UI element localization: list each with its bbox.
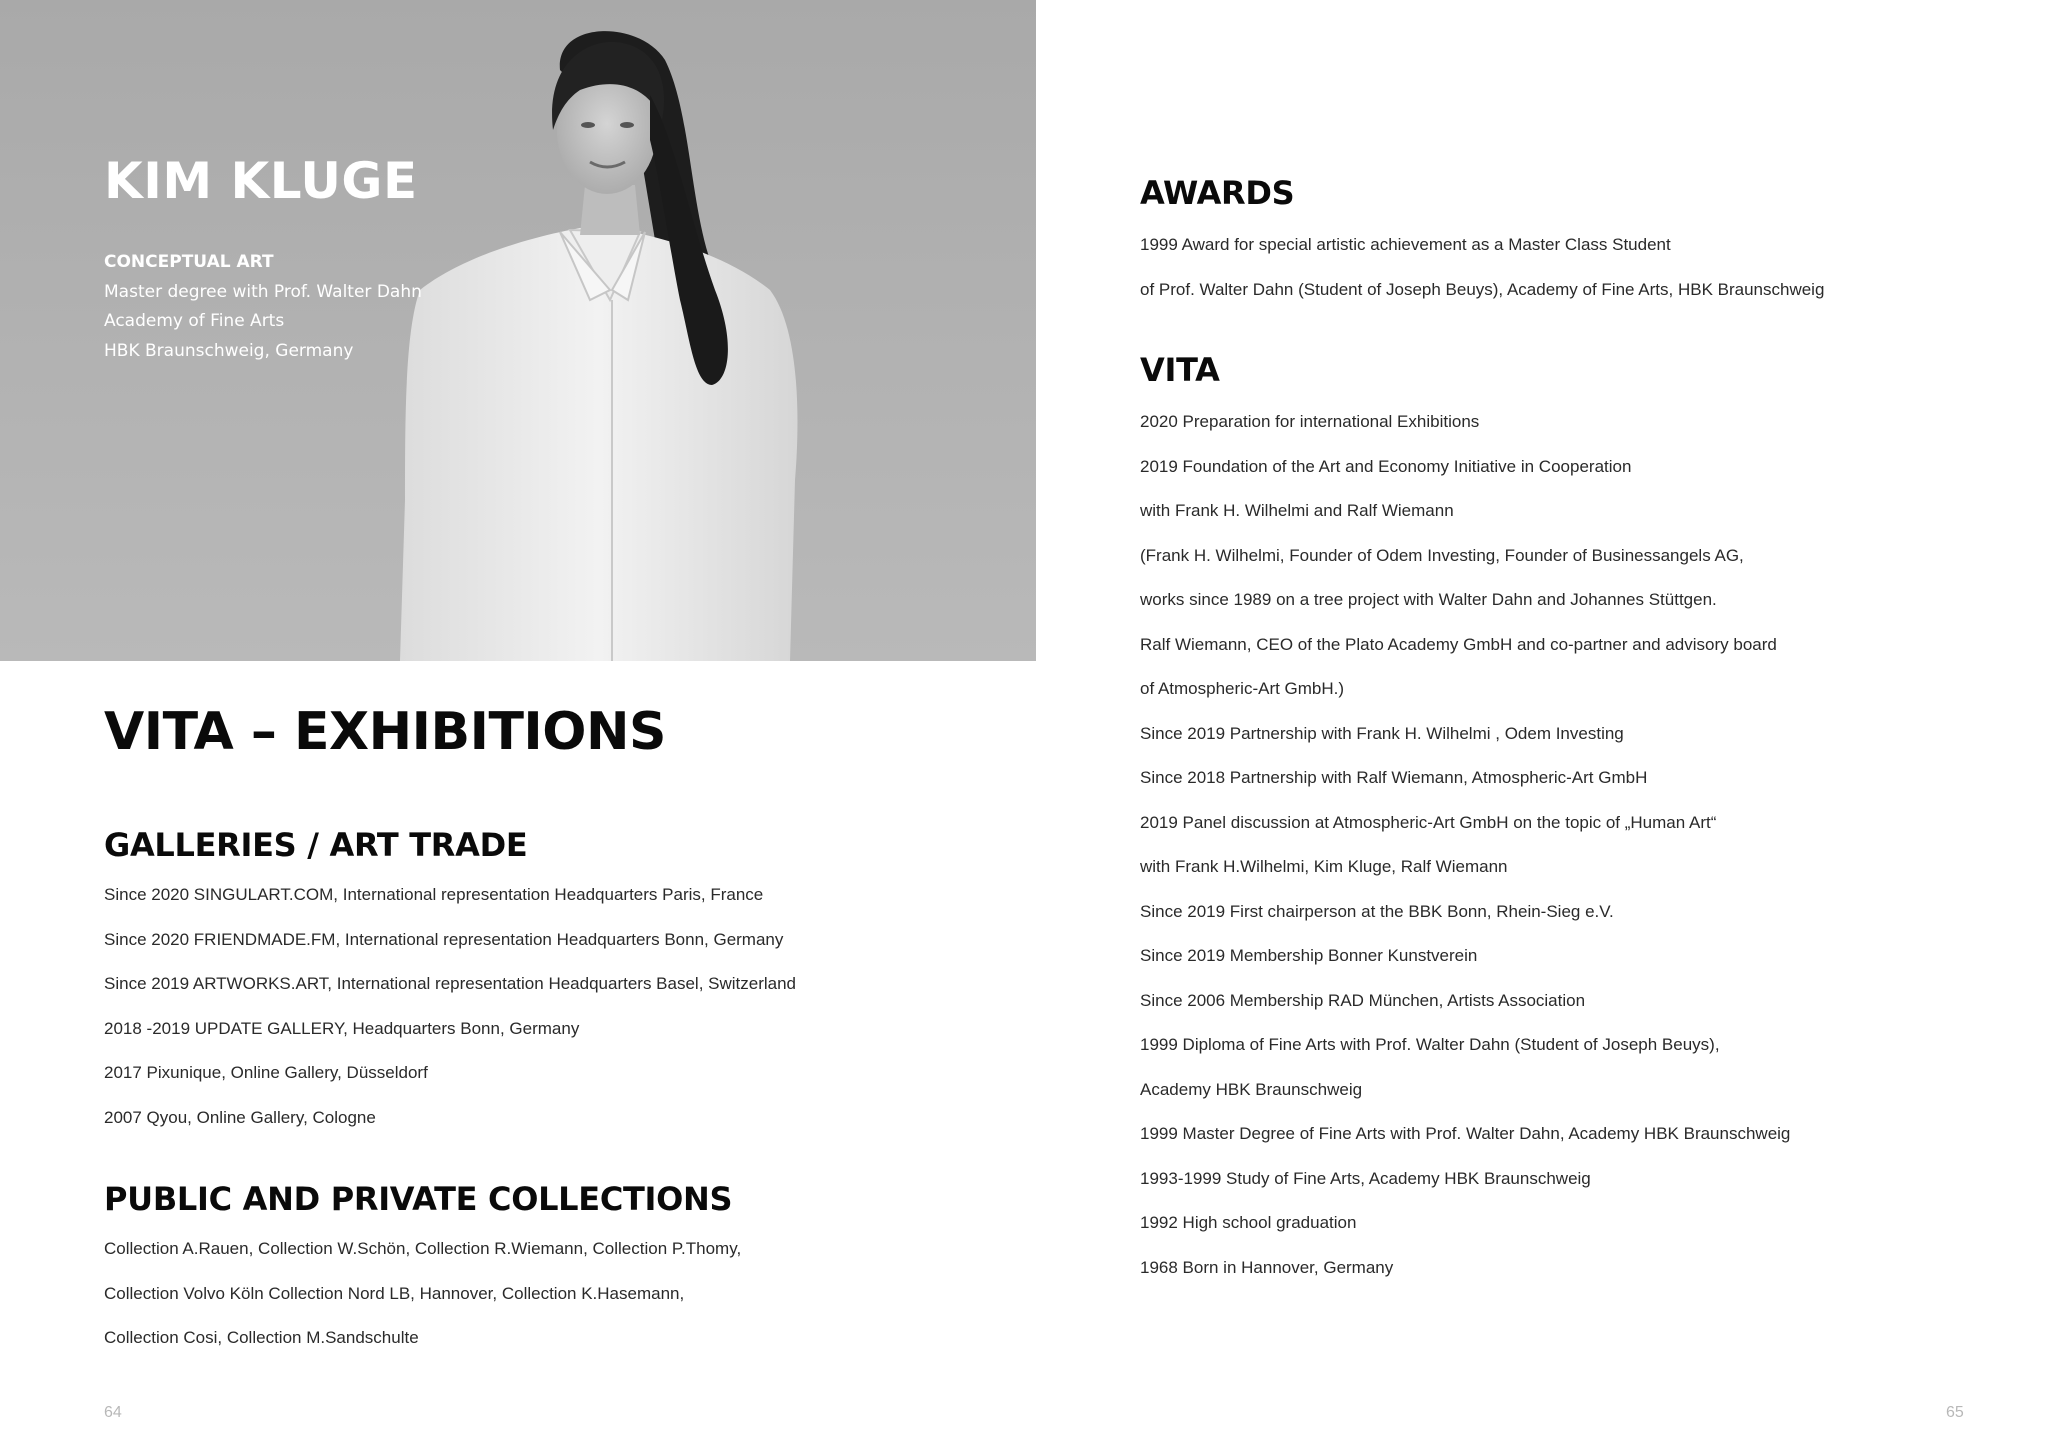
list-item: 1999 Award for special artistic achievement as a Master Class Student — [1140, 235, 1671, 254]
list-item: with Frank H. Wilhelmi and Ralf Wiemann — [1140, 501, 1454, 520]
list-item: Since 2020 SINGULART.COM, International representation Headquarters Paris, France — [104, 885, 764, 904]
list-item: 1992 High school graduation — [1140, 1213, 1357, 1232]
artist-detail-line: Academy of Fine Arts — [104, 311, 285, 331]
galleries-list — [104, 885, 796, 1152]
collections-list — [104, 1239, 741, 1373]
list-item: 1993-1999 Study of Fine Arts, Academy HBK Braunschweig — [1140, 1168, 1591, 1188]
collections-heading: PUBLIC AND PRIVATE COLLECTIONS — [104, 1180, 733, 1218]
list-item: of Prof. Walter Dahn (Student of Joseph Beuys), Academy of Fine Arts, HBK Braunschweig — [1140, 279, 1825, 299]
page-number-left: 64 — [104, 1404, 122, 1421]
list-item: 2007 Qyou, Online Gallery, Cologne — [104, 1107, 376, 1127]
list-item: of Atmospheric-Art GmbH.) — [1140, 679, 1345, 698]
list-item: 2018 -2019 UPDATE GALLERY, Headquarters Bonn, Germany — [104, 1018, 580, 1038]
list-item: 2020 Preparation for international Exhibitions — [1140, 412, 1480, 431]
list-item: Ralf Wiemann, CEO of the Plato Academy GmbH and co-partner and advisory board — [1140, 634, 1777, 654]
list-item: with Frank H.Wilhelmi, Kim Kluge, Ralf Wiemann — [1140, 857, 1508, 876]
vita-heading: VITA — [1140, 351, 1220, 389]
list-item: Collection Cosi, Collection M.Sandschulte — [104, 1328, 419, 1347]
page-title: VITA – EXHIBITIONS — [104, 702, 666, 762]
list-item: Academy HBK Braunschweig — [1140, 1079, 1363, 1099]
artist-name: KIM KLUGE — [104, 152, 418, 210]
list-item: Collection Volvo Köln Collection Nord LB, Hannover, Collection K.Hasemann, — [104, 1283, 685, 1303]
list-item: Since 2019 Membership Bonner Kunstverein — [1140, 946, 1478, 965]
awards-heading: AWARDS — [1140, 174, 1295, 212]
list-item: (Frank H. Wilhelmi, Founder of Odem Investing, Founder of Businessangels AG, — [1140, 545, 1744, 565]
list-item: Since 2019 First chairperson at the BBK Bonn, Rhein-Sieg e.V. — [1140, 901, 1614, 921]
vita-list — [1140, 412, 1790, 1302]
artist-info — [104, 248, 422, 366]
list-item: Collection A.Rauen, Collection W.Schön, Collection R.Wiemann, Collection P.Thomy, — [104, 1239, 742, 1258]
list-item: 2019 Panel discussion at Atmospheric-Art GmbH on the topic of „Human Art“ — [1140, 812, 1717, 832]
list-item: Since 2020 FRIENDMADE.FM, International representation Headquarters Bonn, Germany — [104, 929, 784, 949]
artist-detail-line: HBK Braunschweig, Germany — [104, 340, 354, 361]
list-item: Since 2019 ARTWORKS.ART, International representation Headquarters Basel, Switzerland — [104, 974, 797, 993]
list-item: works since 1989 on a tree project with Walter Dahn and Johannes Stüttgen. — [1140, 590, 1717, 609]
page-number-right: 65 — [1946, 1404, 1964, 1421]
list-item: 1999 Diploma of Fine Arts with Prof. Walter Dahn (Student of Joseph Beuys), — [1140, 1035, 1720, 1054]
list-item: Since 2006 Membership RAD München, Artists Association — [1140, 990, 1586, 1010]
artist-detail-line: Master degree with Prof. Walter Dahn — [104, 281, 422, 302]
list-item: 2019 Foundation of the Art and Economy Initiative in Cooperation — [1140, 456, 1632, 476]
galleries-heading: GALLERIES / ART TRADE — [104, 826, 528, 864]
list-item: 2017 Pixunique, Online Gallery, Düsseldorf — [104, 1063, 428, 1082]
list-item: 1968 Born in Hannover, Germany — [1140, 1257, 1394, 1277]
list-item: Since 2018 Partnership with Ralf Wiemann, Atmospheric-Art GmbH — [1140, 768, 1648, 787]
list-item: Since 2019 Partnership with Frank H. Wilhelmi , Odem Investing — [1140, 723, 1624, 743]
artist-discipline: CONCEPTUAL ART — [104, 252, 274, 272]
list-item: 1999 Master Degree of Fine Arts with Prof. Walter Dahn, Academy HBK Braunschweig — [1140, 1124, 1791, 1143]
awards-list — [1140, 235, 1824, 324]
